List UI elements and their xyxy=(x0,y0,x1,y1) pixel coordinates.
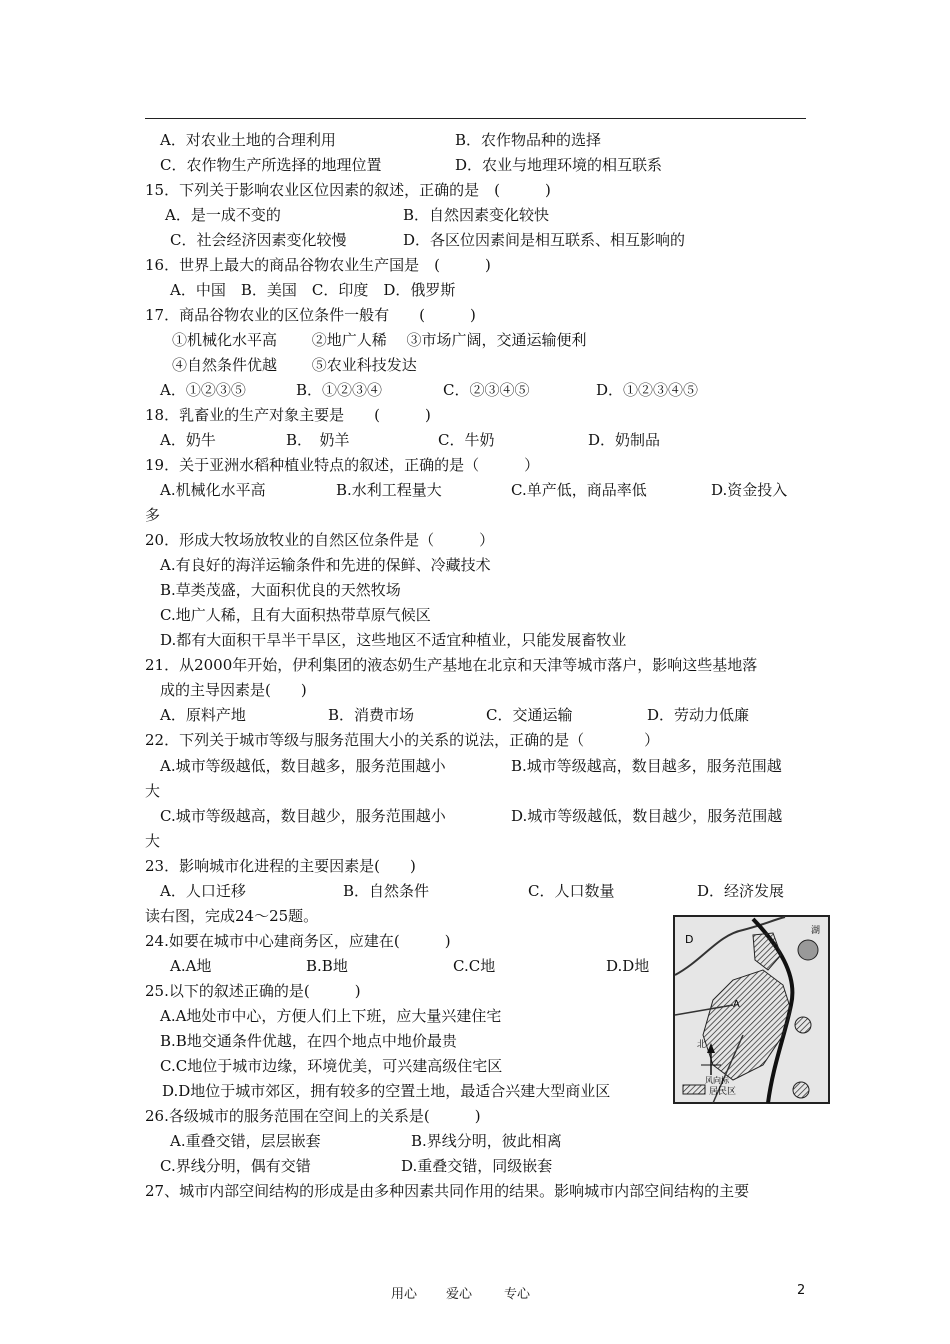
text-segment: D．①②③④⑤ xyxy=(596,381,699,399)
text-segment: 21．从2000年开始，伊利集团的液态奶生产基地在北京和天津等城市落户，影响这些基地落 xyxy=(145,656,758,674)
map-label-lake: 湖 xyxy=(811,926,821,936)
text-segment: 25.以下的叙述正确的是( ) xyxy=(145,982,361,1000)
text-segment: B．消费市场 xyxy=(328,706,415,724)
text-segment: 20．形成大牧场放牧业的自然区位条件是（ ） xyxy=(145,531,495,549)
text-segment: D.城市等级越低，数目越少，服务范围越 xyxy=(511,807,783,825)
text-segment: 读右图，完成24～25题。 xyxy=(145,907,319,925)
map-label-a: A xyxy=(733,999,740,1010)
text-segment: A.城市等级越低，数目越多，服务范围越小 xyxy=(160,757,446,775)
map-label-wind: 风向标 xyxy=(705,1076,729,1085)
text-segment: 27、城市内部空间结构的形成是由多种因素共同作用的结果。影响城市内部空间结构的主要 xyxy=(145,1182,750,1200)
city-map-figure xyxy=(673,915,830,1104)
footer-motto-1: 用心 xyxy=(391,1287,418,1302)
text-segment: 19．关于亚洲水稻种植业特点的叙述，正确的是（ ） xyxy=(145,456,540,474)
text-segment: C．牛奶 xyxy=(438,431,495,449)
text-segment: 16．世界上最大的商品谷物农业生产国是 ( ) xyxy=(145,256,491,274)
text-segment: B．自然条件 xyxy=(343,882,430,900)
text-segment: A.A地 xyxy=(170,957,212,975)
text-segment: B.界线分明，彼此相离 xyxy=(411,1132,562,1150)
text-segment: C.城市等级越高，数目越少，服务范围越小 xyxy=(160,807,446,825)
text-segment: ④自然条件优越 ⑤农业科技发达 xyxy=(172,356,417,374)
text-segment: D．各区位因素间是相互联系、相互影响的 xyxy=(403,231,686,249)
text-segment: C.地广人稀，且有大面积热带草原气候区 xyxy=(160,606,431,624)
text-segment: 15．下列关于影响农业区位因素的叙述，正确的是 ( ) xyxy=(145,181,551,199)
text-segment: A.重叠交错，层层嵌套 xyxy=(170,1132,321,1150)
text-segment: A．原料产地 xyxy=(160,706,246,724)
text-segment: 22．下列关于城市等级与服务范围大小的关系的说法，正确的是（ ） xyxy=(145,731,660,749)
text-segment: D．经济发展 xyxy=(697,882,785,900)
text-segment: A．人口迁移 xyxy=(160,882,246,900)
text-segment: B.B地 xyxy=(306,957,348,975)
text-segment: 大 xyxy=(145,782,161,800)
text-segment: 多 xyxy=(145,506,161,524)
map-label-north: 北 xyxy=(697,1040,707,1050)
map-label-d: D xyxy=(685,933,694,946)
text-segment: 大 xyxy=(145,832,161,850)
text-segment: A．奶牛 xyxy=(160,431,216,449)
text-segment: A．①②③⑤ xyxy=(160,381,246,399)
text-segment: A.有良好的海洋运输条件和先进的保鲜、冷藏技术 xyxy=(160,556,491,574)
text-segment: B.草类茂盛，大面积优良的天然牧场 xyxy=(160,581,401,599)
text-segment: ①机械化水平高 ②地广人稀 ③市场广阔，交通运输便利 xyxy=(172,331,587,349)
text-segment: B． 奶羊 xyxy=(286,431,350,449)
text-segment: C．农作物生产所选择的地理位置 xyxy=(160,156,382,174)
page-number: 2 xyxy=(797,1283,806,1298)
text-segment: 17．商品谷物农业的区位条件一般有 ( ) xyxy=(145,306,476,324)
lake xyxy=(798,940,818,960)
text-segment: D．奶制品 xyxy=(588,431,661,449)
text-segment: D.都有大面积干旱半干旱区，这些地区不适宜种植业，只能发展畜牧业 xyxy=(160,631,627,649)
footer-motto-3: 专心 xyxy=(504,1287,531,1302)
residential-spot-south xyxy=(793,1082,809,1098)
text-segment: C．人口数量 xyxy=(528,882,615,900)
text-segment: 26.各级城市的服务范围在空间上的关系是( ) xyxy=(145,1107,481,1125)
text-segment: D．农业与地理环境的相互联系 xyxy=(455,156,663,174)
text-segment: 成的主导因素是( ) xyxy=(160,681,307,699)
text-segment: D.资金投入 xyxy=(711,481,788,499)
text-segment: A．是一成不变的 xyxy=(165,206,281,224)
text-segment: 18．乳畜业的生产对象主要是 ( ) xyxy=(145,406,431,424)
footer-motto-2: 爱心 xyxy=(446,1287,473,1302)
text-segment: 24.如要在城市中心建商务区，应建在( ) xyxy=(145,932,451,950)
residential-spot-east xyxy=(795,1017,811,1033)
text-segment: C.C地 xyxy=(453,957,496,975)
text-segment: A.机械化水平高 xyxy=(160,481,266,499)
text-segment: D.D地 xyxy=(606,957,650,975)
text-segment: B．自然因素变化较快 xyxy=(403,206,550,224)
text-segment: B.城市等级越高，数目越多，服务范围越 xyxy=(511,757,782,775)
text-segment: D.D地位于城市郊区，拥有较多的空置土地，最适合兴建大型商业区 xyxy=(162,1082,611,1100)
map-legend-label: 居民区 xyxy=(709,1087,737,1097)
text-segment: 23．影响城市化进程的主要因素是( ) xyxy=(145,857,416,875)
text-segment: C．交通运输 xyxy=(486,706,573,724)
text-segment: B.水利工程量大 xyxy=(336,481,442,499)
header-rule xyxy=(145,118,806,119)
text-segment: B．①②③④ xyxy=(296,381,383,399)
text-segment: A．对农业土地的合理利用 xyxy=(160,131,336,149)
text-segment: C.C地位于城市边缘，环境优美，可兴建高级住宅区 xyxy=(160,1057,503,1075)
text-segment: C．②③④⑤ xyxy=(443,381,530,399)
text-segment: C．社会经济因素变化较慢 xyxy=(170,231,347,249)
text-segment: B．农作物品种的选择 xyxy=(455,131,602,149)
legend-swatch xyxy=(683,1085,705,1094)
text-segment: C.界线分明，偶有交错 xyxy=(160,1157,311,1175)
text-segment: B.B地交通条件优越，在四个地点中地价最贵 xyxy=(160,1032,457,1050)
text-segment: D．劳动力低廉 xyxy=(647,706,750,724)
text-segment: A．中国 B．美国 C．印度 D．俄罗斯 xyxy=(170,281,456,299)
text-segment: C.单产低，商品率低 xyxy=(511,481,647,499)
text-segment: D.重叠交错，同级嵌套 xyxy=(401,1157,553,1175)
text-segment: A.A地处市中心，方便人们上下班，应大量兴建住宅 xyxy=(160,1007,502,1025)
